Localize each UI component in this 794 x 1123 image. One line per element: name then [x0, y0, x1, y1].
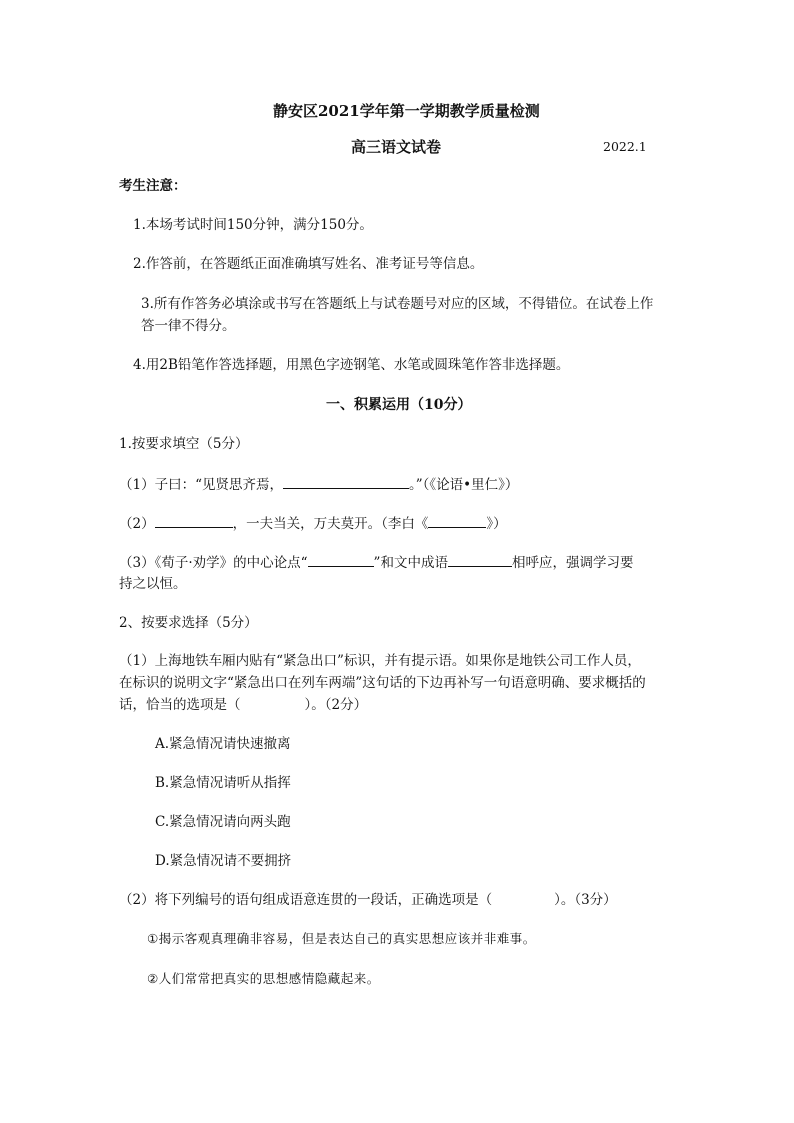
- notice-heading: 考生注意：: [119, 178, 187, 194]
- q1-2-suffix: 》）: [486, 516, 507, 532]
- answer-blank[interactable]: [283, 474, 409, 489]
- q2-1-line3-suffix: ）。（2分）: [304, 697, 368, 713]
- q1-3-prefix: （3）《荀子·劝学》的中心论点“: [119, 555, 308, 571]
- q1-2-mid: ，一夫当关，万夫莫开。（李白《: [232, 516, 429, 532]
- q1-2-prefix: （2）: [119, 516, 155, 532]
- q1-3-suffix: 相呼应，强调学习要: [511, 555, 634, 571]
- answer-blank[interactable]: [448, 552, 512, 567]
- answer-blank[interactable]: [308, 552, 374, 567]
- question-2-1-line1: （1）上海地铁车厢内贴有“紧急出口”标识，并有提示语。如果你是地铁公司工作人员，: [119, 653, 641, 669]
- sentence-1: ①揭示客观真理确非容易，但是表达自己的真实思想应该并非难事。: [147, 931, 536, 946]
- question-2-1-line2: [119, 673, 646, 693]
- question-2-2: [119, 890, 617, 910]
- question-2-1-line3: [119, 695, 367, 715]
- question-1-1: [119, 474, 518, 495]
- q1-1-prefix: （1）子曰：“见贤思齐焉，: [119, 477, 283, 493]
- question-1-title: 1.按要求填空（5分）: [119, 436, 249, 452]
- q1-1-suffix: 。”（《论语•里仁》）: [409, 477, 519, 493]
- exam-title: 静安区2021学年第一学期教学质量检测: [273, 102, 540, 120]
- notice-item-2: 2.作答前，在答题纸正面准确填写姓名、准考证号等信息。: [133, 256, 484, 272]
- option-a: A.紧急情况请快速撤离: [155, 736, 291, 752]
- q1-3-mid: ”和文中成语: [373, 555, 448, 571]
- exam-subtitle: 高三语文试卷: [351, 138, 442, 156]
- q2-1-line2-text: 在标识的说明文字“紧急出口在列车两端”这句话的下边再补写一句语意明确、要求概括的: [119, 675, 646, 691]
- question-1-2: [119, 513, 507, 534]
- answer-blank[interactable]: [428, 513, 486, 528]
- notice-item-3-cont: 答一律不得分。: [141, 318, 236, 334]
- notice-item-3: 3.所有作答务必填涂或书写在答题纸上与试卷题号对应的区域，不得错位。在试卷上作: [141, 296, 654, 312]
- question-2-title: 2、按要求选择（5分）: [119, 615, 258, 631]
- section-heading: 一、积累运用（10分）: [326, 397, 472, 413]
- exam-date: 2022.1: [603, 139, 647, 154]
- option-b: B.紧急情况请听从指挥: [155, 775, 291, 791]
- q2-1-line3-prefix: 话，恰当的选项是（: [119, 697, 241, 713]
- sentence-2: ②人们常常把真实的思想感情隐藏起来。: [147, 971, 380, 986]
- question-1-3: [119, 552, 633, 573]
- option-c: C.紧急情况请向两头跑: [155, 814, 291, 830]
- option-d: D.紧急情况请不要拥挤: [155, 853, 292, 869]
- question-1-3-cont: 持之以恒。: [119, 576, 187, 592]
- notice-item-1: 1.本场考试时间150分钟，满分150分。: [133, 217, 373, 233]
- notice-item-4: 4.用2B铅笔作答选择题，用黑色字迹钢笔、水笔或圆珠笔作答非选择题。: [133, 357, 570, 373]
- q2-2-suffix: ）。（3分）: [554, 892, 617, 908]
- q2-2-prefix: （2）将下列编号的语句组成语意连贯的一段话，正确选项是（: [119, 892, 493, 908]
- answer-blank[interactable]: [155, 513, 233, 528]
